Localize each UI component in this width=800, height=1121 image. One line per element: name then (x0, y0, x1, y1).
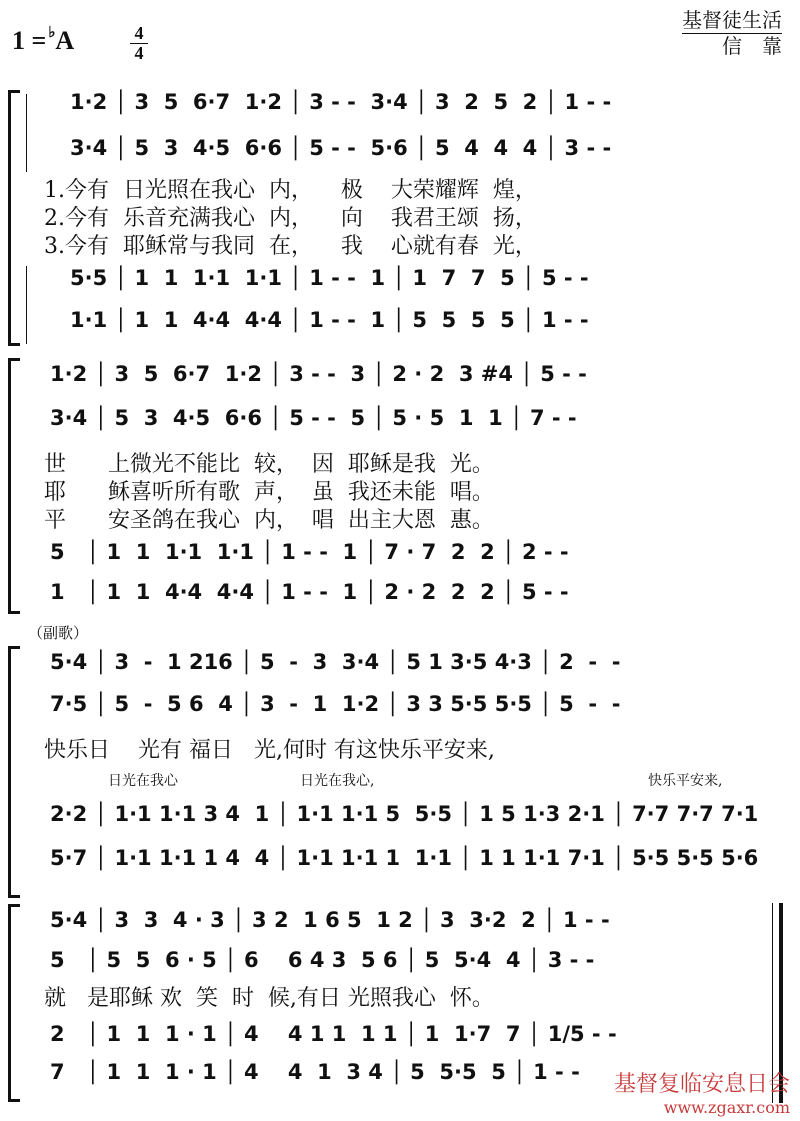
flat-sign: ♭ (48, 25, 56, 41)
notes: 1·1 │ 1 1 4·4 4·4 │ 1 - - 1 │ 5 5 5 5 │ 1 - - (70, 308, 589, 332)
lyric-verse-2: 耶 稣喜听所有歌 声， 虽 我还未能 唱。 (44, 480, 494, 505)
notes: 5·4 │ 3 - 1 216 │ 5 - 3 3·4 │ 5 1 3·5 4·3 │ 2 - - (50, 650, 621, 674)
tenor-line (0, 1022, 800, 1062)
lyric-final: 就 是耶稣 欢 笑 时 候,有日 光照我心 怀。 (44, 986, 494, 1011)
notes: 2 │ 1 1 1 · 1 │ 4 4 1 1 1 1 │ 1 1·7 7 │ 1/5 - - (50, 1022, 617, 1046)
notes: 5 │ 1 1 1·1 1·1 │ 1 - - 1 │ 7 · 7 2 2 │ 2 - - (50, 540, 569, 564)
song-source: 基督徒生活 (682, 8, 782, 32)
notes: 2·2 │ 1·1 1·1 3 4 1 │ 1·1 1·1 5 5·5 │ 1 5 1·3 2·1 │ 7·7 7·7 7·1 (50, 802, 759, 826)
alto-line (0, 692, 800, 732)
tenor-line (0, 266, 800, 306)
alto-line (0, 406, 800, 446)
lyric-refrain: 快乐日 光有 福日 光,何时 有这快乐平安来, (44, 738, 495, 763)
lyric-verse-1: 1.今有 日光照在我心 内， 极 大荣耀辉 煌， (44, 178, 537, 203)
key-signature (12, 26, 74, 56)
alto-line (0, 136, 800, 176)
notes: 1 │ 1 1 4·4 4·4 │ 1 - - 1 │ 2 · 2 2 2 │ 5 - - (50, 580, 569, 604)
notes: 1·2 │ 3 5 6·7 1·2 │ 3 - - 3 │ 2 · 2 3 #4 │ 5 - - (50, 362, 587, 386)
tenor-line (0, 802, 800, 842)
notes: 5 │ 5 5 6 · 5 │ 6 6 4 3 5 6 │ 5 5·4 4 │ 3 - - (50, 948, 595, 972)
time-signature (128, 24, 150, 63)
echo-lyric-1: 日光在我心 (108, 773, 178, 789)
bass-line (0, 580, 800, 620)
lyric-verse-1: 世 上微光不能比 较， 因 耶稣是我 光。 (44, 452, 494, 477)
notes: 3·4 │ 5 3 4·5 6·6 │ 5 - - 5·6 │ 5 4 4 4 │ 3 - - (70, 136, 612, 160)
notes: 3·4 │ 5 3 4·5 6·6 │ 5 - - 5 │ 5 · 5 1 1 │ 7 - - (50, 406, 577, 430)
watermark (614, 1067, 790, 1117)
tenor-line (0, 540, 800, 580)
lyric-verse-3: 平 安圣鸽在我心 内， 唱 出主大恩 惠。 (44, 508, 494, 533)
echo-lyric-2: 日光在我心, (300, 773, 375, 789)
score-system-3 (0, 646, 800, 900)
notes: 7 │ 1 1 1 · 1 │ 4 4 1 3 4 │ 5 5·5 5 │ 1 - - (50, 1060, 580, 1084)
score-system-2 (0, 356, 800, 618)
meter-top: 4 (134, 23, 144, 43)
refrain-label: （副歌） (28, 624, 89, 642)
notes: 1·2 │ 3 5 6·7 1·2 │ 3 - - 3·4 │ 3 2 5 2 │ 1 - - (70, 90, 612, 114)
bass-line (0, 846, 800, 886)
alto-line (0, 948, 800, 988)
song-title: 信 靠 (722, 34, 782, 58)
soprano-line (0, 908, 800, 948)
soprano-line (0, 362, 800, 402)
echo-lyric-3: 快乐平安来, (648, 773, 723, 789)
notes: 7·5 │ 5 - 5 6 4 │ 3 - 1 1·2 │ 3 3 5·5 5·5 │ 5 - - (50, 692, 621, 716)
notes: 5·7 │ 1·1 1·1 1 4 4 │ 1·1 1·1 1 1·1 │ 1 1 1·1 7·1 │ 5·5 5·5 5·6 (50, 846, 759, 870)
lyric-verse-3: 3.今有 耶稣常与我同 在， 我 心就有春 光， (44, 234, 537, 259)
song-credits (682, 8, 782, 59)
score-system-1 (0, 88, 800, 350)
watermark-url: www.zgaxr.com (663, 1098, 790, 1117)
lyric-verse-2: 2.今有 乐音充满我心 内， 向 我君王颂 扬， (44, 206, 537, 231)
key-note: A (55, 26, 75, 55)
soprano-line (0, 650, 800, 690)
notes: 5·4 │ 3 3 4 · 3 │ 3 2 1 6 5 1 2 │ 3 3·2 2 │ 1 - - (50, 908, 610, 932)
soprano-line (0, 90, 800, 130)
bass-line (0, 308, 800, 348)
watermark-name: 基督复临安息日会 (613, 1072, 790, 1097)
notes: 5·5 │ 1 1 1·1 1·1 │ 1 - - 1 │ 1 7 7 5 │ 5 - - (70, 266, 589, 290)
meter-bottom: 4 (134, 43, 144, 63)
key-prefix: 1 = (12, 26, 47, 55)
